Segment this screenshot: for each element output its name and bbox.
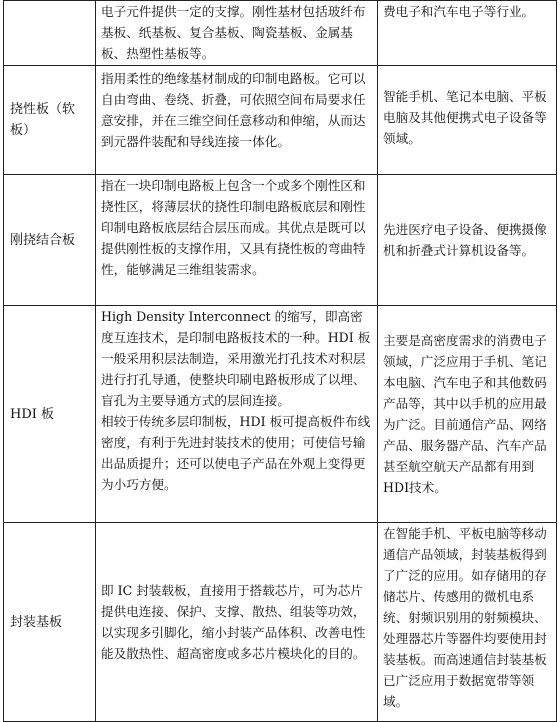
pcb-application-cell: 智能手机、笔记本电脑、平板电脑及其他便携式电子设备等领域。 <box>378 66 557 175</box>
table-row <box>4 66 557 175</box>
description-paragraph: 电子元件提供一定的支撑。刚性基材包括玻纤布基板、纸基板、复合基板、陶瓷基板、金属基板、热塑性基板等。 <box>101 4 366 61</box>
pcb-type-cell: HDI 板 <box>4 306 96 523</box>
table-row <box>4 1 557 66</box>
pcb-description-cell <box>96 175 378 306</box>
table-row <box>4 523 557 722</box>
table-row <box>4 175 557 306</box>
description-paragraph: High Density Interconnect 的缩写，即高密度互连技术，是印制电路板技术的一种。HDI 板一般采用积层法制造，采用激光打孔技术对积层进行打孔导通，使整块印刷电路板形成了以埋、盲孔为主要导通方式的层间连接。 <box>101 309 371 408</box>
description-paragraph: 指用柔性的绝缘基材制成的印制电路板。它可以自由弯曲、卷绕、折叠，可依照空间布局要求任意安排，并在三维空间任意移动和伸缩，从而达到元器件装配和导线连接一体化。 <box>101 71 366 149</box>
pcb-application-cell: 主要是高密度需求的消费电子领域，广泛应用于手机、笔记本电脑、汽车电子和其他数码产品等，其中以手机的应用最为广泛。目前通信产品、网络产品、服务器产品、汽车产品甚至航空航天产品都有用到HDI技术。 <box>378 306 557 523</box>
table-row <box>4 306 557 523</box>
description-paragraph: 相较于传统多层印制板，HDI 板可提高板件布线密度，有利于先进封装技术的使用；可使信号输出品质提升；还可以使电子产品在外观上变得更为小巧方便。 <box>101 414 371 492</box>
pcb-type-cell: 封装基板 <box>4 523 96 722</box>
description-paragraph: 指在一块印制电路板上包含一个或多个刚性区和挠性区，将薄层状的挠性印制电路板底层和刚性印制电路板底层结合层压而成。其优点是既可以提供刚性板的支撑作用，又具有挠性板的弯曲特性，能够满足三维组装需求。 <box>101 178 366 277</box>
pcb-description-cell <box>96 306 378 523</box>
pcb-application-cell: 在智能手机、平板电脑等移动通信产品领域，封装基板得到了广泛的应用。如存储用的存储芯片、传感用的微机电系统、射频识别用的射频模块、处理器芯片等器件均要使用封装基板。而高速通信封装基板已广泛应用于数据宽带等领域。 <box>378 523 557 722</box>
pcb-type-cell: 刚挠结合板 <box>4 175 96 306</box>
pcb-description-cell <box>96 523 378 722</box>
description-paragraph: 即 IC 封装载板，直接用于搭载芯片，可为芯片提供电连接、保护、支撑、散热、组装等功效，以实现多引脚化，缩小封装产品体积、改善电性能及散热性、超高密度或多芯片模块化的目的。 <box>101 583 366 661</box>
pcb-application-cell: 先进医疗电子设备、便携摄像机和折叠式计算机设备等。 <box>378 175 557 306</box>
pcb-application-cell: 费电子和汽车电子等行业。 <box>378 1 557 66</box>
pcb-type-cell: 挠性板（软板） <box>4 66 96 175</box>
pcb-description-cell <box>96 66 378 175</box>
pcb-type-cell <box>4 1 96 66</box>
pcb-description-cell <box>96 1 378 66</box>
pcb-types-table <box>3 0 557 722</box>
